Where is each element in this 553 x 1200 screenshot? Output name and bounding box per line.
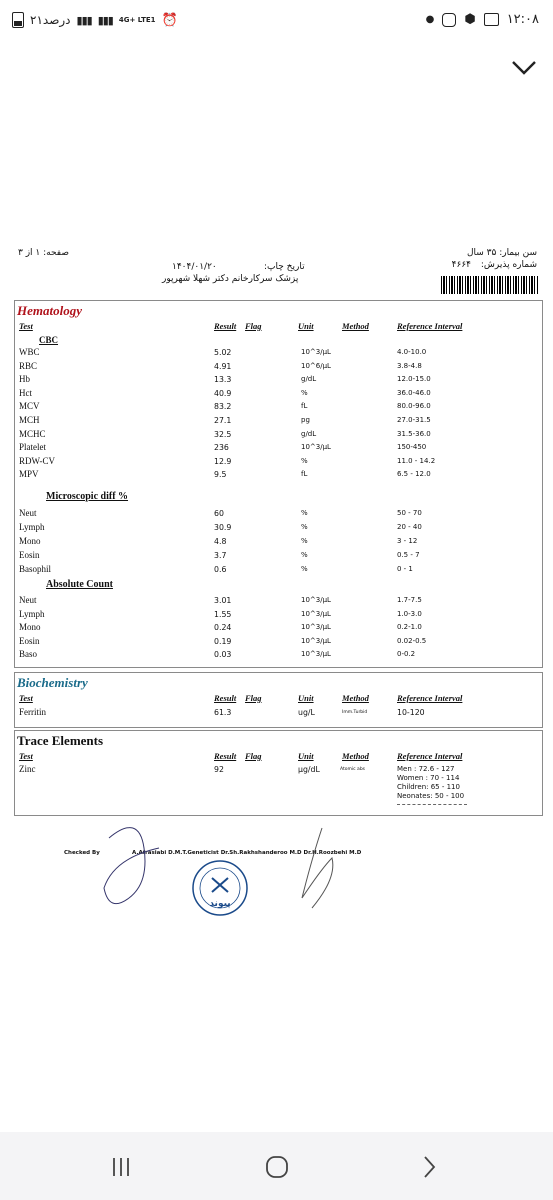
test-unit: 10^3/µL <box>301 650 331 659</box>
test-name: MCH <box>19 415 40 425</box>
test-ref: 1.7-7.5 <box>397 596 422 604</box>
test-name: Hct <box>19 387 32 398</box>
dot-icon: ● <box>425 14 435 25</box>
test-name: Zinc <box>19 764 36 774</box>
recents-icon[interactable] <box>106 1154 136 1180</box>
signal-icon-2: ▮▮▮ <box>97 13 113 27</box>
test-result: 0.19 <box>214 636 232 646</box>
cbc-title: CBC <box>39 335 59 345</box>
test-name: Platelet <box>19 442 46 453</box>
status-time: ۱۲:۰۸ <box>506 12 539 27</box>
test-unit: % <box>301 509 308 517</box>
test-result: 32.5 <box>214 429 232 439</box>
col-test: Test <box>19 751 33 761</box>
back-icon[interactable] <box>414 1154 444 1180</box>
test-ref: 12.0-15.0 <box>397 375 431 384</box>
test-unit: 10^3/µL <box>301 623 331 632</box>
ref-divider <box>397 804 467 805</box>
test-name: MCV <box>19 401 40 412</box>
test-ref: 3.8-4.8 <box>397 361 422 370</box>
test-unit: µg/dL <box>298 765 320 774</box>
test-ref: 11.0 - 14.2 <box>397 456 436 465</box>
test-ref: 0.2-1.0 <box>397 623 422 632</box>
test-name: Eosin <box>19 635 40 646</box>
test-unit: 10^3/µL <box>301 596 331 604</box>
test-result: 30.9 <box>214 523 232 532</box>
test-result: 236 <box>214 443 229 453</box>
doctor-name: پزشک سرکارخانم دکتر شهلا شهرپور <box>162 274 299 284</box>
gallery-icon <box>484 13 499 26</box>
col-flag: Flag <box>245 693 262 703</box>
col-ref: Reference Interval <box>397 751 463 761</box>
test-ref: 3 - 12 <box>397 537 418 545</box>
test-unit: g/dL <box>301 375 317 384</box>
test-unit: ug/L <box>298 708 315 717</box>
test-name: Lymph <box>19 608 45 619</box>
signature-scribble-2 <box>282 818 362 918</box>
android-nav-bar <box>0 1132 553 1200</box>
reception-label: شماره پذیرش: <box>480 260 537 270</box>
col-method: Method <box>342 693 369 703</box>
test-name: Neut <box>19 595 37 605</box>
status-right <box>426 12 539 27</box>
alarm-icon: ⏰ <box>161 12 178 28</box>
test-unit: % <box>301 551 308 559</box>
ref-women: Women : 70 - 114 <box>397 774 460 782</box>
test-result: 13.3 <box>214 375 232 385</box>
col-result: Result <box>214 751 237 761</box>
test-unit: % <box>301 456 308 465</box>
col-method: Method <box>342 321 369 331</box>
battery-text: ۲۱درصد <box>30 13 71 27</box>
col-result: Result <box>214 321 237 331</box>
test-result: 4.91 <box>214 361 232 371</box>
test-result: 4.8 <box>214 537 227 546</box>
test-ref: 0 - 1 <box>397 565 413 573</box>
battery-icon <box>12 12 24 28</box>
test-ref: 4.0-10.0 <box>397 348 427 356</box>
lab-report <box>14 238 541 928</box>
test-ref: 31.5-36.0 <box>397 429 431 438</box>
test-unit: 10^3/µL <box>301 443 331 452</box>
signal-icon: ▮▮▮ <box>76 13 92 27</box>
test-name: WBC <box>19 347 40 357</box>
test-method: Atomic abs <box>340 767 366 772</box>
test-result: 3.01 <box>214 596 232 605</box>
network-text: 4G+ LTE1 <box>118 16 156 24</box>
viewer-topbar <box>0 44 553 94</box>
test-result: 40.9 <box>214 388 232 398</box>
col-unit: Unit <box>298 321 314 331</box>
stamp <box>190 858 250 918</box>
test-result: 9.5 <box>214 470 227 480</box>
test-name: RBC <box>19 360 38 371</box>
status-bar <box>0 0 553 44</box>
test-result: 0.6 <box>214 565 227 574</box>
status-left <box>12 12 178 28</box>
test-name: MCHC <box>19 428 46 439</box>
test-ref: 1.0-3.0 <box>397 609 422 618</box>
ref-children: Children: 65 - 110 <box>397 783 460 791</box>
test-name: Neut <box>19 508 37 518</box>
test-unit: g/dL <box>301 429 317 438</box>
ref-neonates: Neonates: 50 - 100 <box>397 792 465 800</box>
hematology-section <box>14 300 543 668</box>
test-name: Baso <box>19 649 37 660</box>
signer-names: A.Afrasiabi D.M.T.Geneticist Dr.Sh.Rakhshanderoo M.D Dr.H.Roozbehi M.D <box>132 850 362 856</box>
test-unit: % <box>301 523 308 531</box>
test-ref: 10-120 <box>397 708 425 717</box>
test-result: 83.2 <box>214 402 232 412</box>
test-result: 3.7 <box>214 551 227 560</box>
test-result: 5.02 <box>214 348 232 357</box>
stamp-text: پیوند <box>209 899 231 909</box>
test-name: Basophil <box>19 564 52 574</box>
hematology-title: Hematology <box>17 303 82 318</box>
test-name: RDW-CV <box>19 455 55 466</box>
shield-icon: ⬢ <box>464 12 476 27</box>
trace-elements-section <box>14 730 543 816</box>
test-result: 92 <box>214 765 224 774</box>
test-result: 61.3 <box>214 708 232 717</box>
test-unit: fL <box>301 470 308 479</box>
col-unit: Unit <box>298 693 314 703</box>
abs-title: Absolute Count <box>46 579 113 590</box>
checked-by: Checked By <box>64 850 100 856</box>
instagram-icon <box>442 13 456 27</box>
test-unit: fL <box>301 402 308 411</box>
test-result: 12.9 <box>214 456 232 466</box>
col-unit: Unit <box>298 751 314 761</box>
signature-scribble-1 <box>69 818 189 918</box>
col-flag: Flag <box>245 751 262 761</box>
col-ref: Reference Interval <box>397 321 463 331</box>
test-unit: % <box>301 565 308 573</box>
test-ref: 27.0-31.5 <box>397 416 431 424</box>
test-result: 60 <box>214 509 224 518</box>
test-ref: 36.0-46.0 <box>397 388 431 397</box>
test-ref: 50 - 70 <box>397 509 422 517</box>
reception-number: ۴۶۶۴ <box>451 260 471 270</box>
test-name: Eosin <box>19 550 40 560</box>
test-name: Mono <box>19 622 41 633</box>
test-ref: 6.5 - 12.0 <box>397 470 431 479</box>
test-result: 0.24 <box>214 623 232 633</box>
test-name: Lymph <box>19 522 45 532</box>
test-name: Ferritin <box>19 707 46 717</box>
home-icon[interactable] <box>262 1154 292 1180</box>
biochemistry-section <box>14 672 543 728</box>
test-unit: 10^3/µL <box>301 609 331 618</box>
print-date-label: تاریخ چاپ: <box>264 262 305 272</box>
col-flag: Flag <box>245 321 262 331</box>
test-ref: 0-0.2 <box>397 650 416 659</box>
test-unit: 10^3/µL <box>301 636 331 645</box>
col-method: Method <box>342 751 369 761</box>
col-test: Test <box>19 693 33 703</box>
test-result: 0.03 <box>214 650 232 660</box>
test-result: 1.55 <box>214 609 232 619</box>
test-name: MPV <box>19 469 39 480</box>
col-test: Test <box>19 321 33 331</box>
biochem-title: Biochemistry <box>17 675 88 690</box>
print-date: ۱۴۰۴/۰۱/۲۰ <box>172 262 217 272</box>
test-ref: 80.0-96.0 <box>397 402 431 411</box>
patient-age: سن بیمار: ۳۵ سال <box>466 248 537 258</box>
test-unit: pg <box>301 416 310 424</box>
test-name: Mono <box>19 536 41 546</box>
diff-title: Microscopic diff % <box>46 491 129 502</box>
chevron-down-icon[interactable] <box>511 56 537 78</box>
test-ref: 150-450 <box>397 443 427 452</box>
ref-men: Men : 72.6 - 127 <box>397 765 455 773</box>
test-ref: 0.5 - 7 <box>397 551 420 559</box>
test-name: Hb <box>19 374 30 385</box>
test-unit: 10^3/µL <box>301 348 331 356</box>
test-unit: % <box>301 537 308 545</box>
test-result: 27.1 <box>214 416 232 425</box>
col-result: Result <box>214 693 237 703</box>
barcode <box>441 276 539 294</box>
col-ref: Reference Interval <box>397 693 463 703</box>
signature-area <box>14 818 541 928</box>
trace-title: Trace Elements <box>17 733 104 748</box>
test-unit: % <box>301 388 308 397</box>
test-ref: 20 - 40 <box>397 523 422 531</box>
test-ref: 0.02-0.5 <box>397 636 427 645</box>
page-number: صفحه: ۱ از ۳ <box>18 248 69 258</box>
test-method: Imm.Turbid <box>342 710 368 715</box>
test-unit: 10^6/µL <box>301 361 331 370</box>
